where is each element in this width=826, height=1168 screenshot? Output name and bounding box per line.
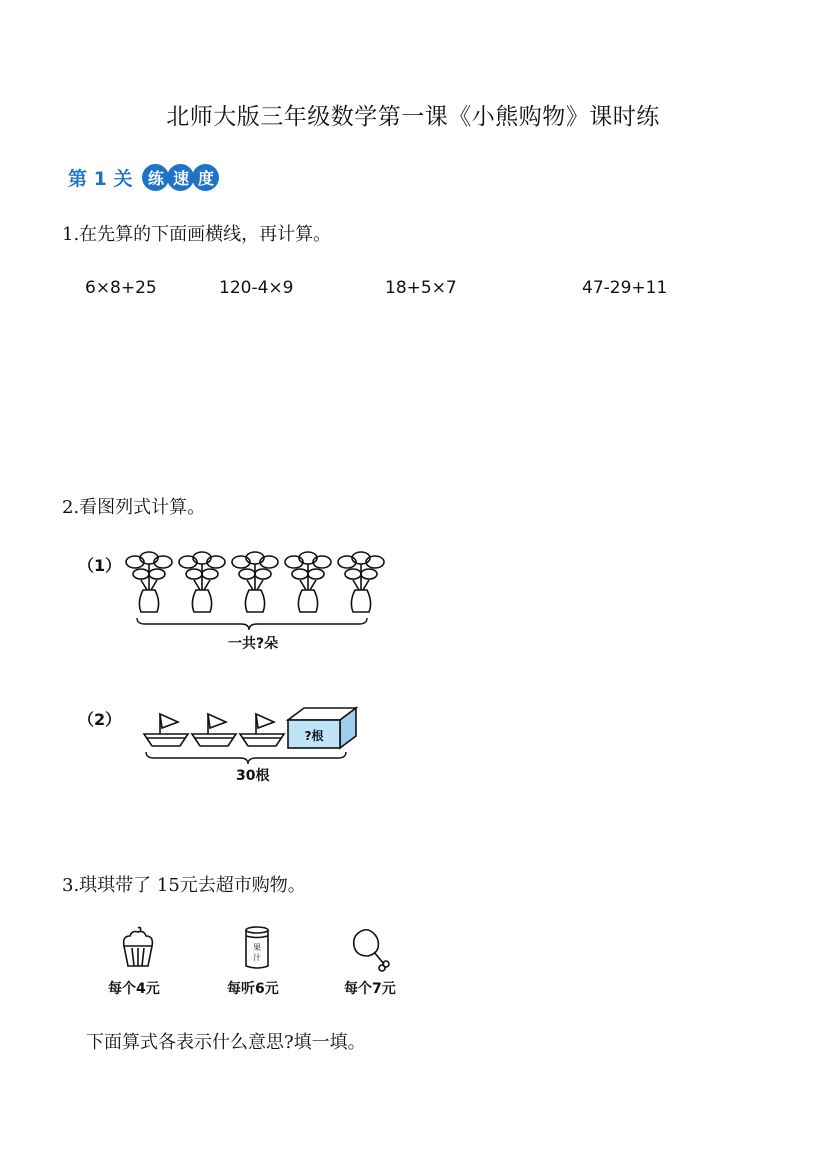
brace [146,752,346,764]
badge-degree: 度 [192,164,219,191]
badge-practice: 练 [142,164,169,191]
paper-boat-icon [144,714,188,746]
level-header [68,163,217,191]
paper-boat-icon [192,714,236,746]
page-title: 北师大版三年级数学第一课《小熊购物》课时练 [166,104,660,130]
juice-can-icon [240,924,274,972]
question-3-instruction: 下面算式各表示什么意思?填一填。 [86,1032,366,1053]
question-1-prompt: 1.在先算的下面画横线，再计算。 [62,224,332,245]
flower-vase-icon [338,552,384,612]
cupcake-icon [118,924,158,972]
box-label: ?根 [304,729,324,743]
paper-boat-icon [240,714,284,746]
question-2-prompt: 2.看图列式计算。 [62,497,206,518]
level-label: 第 1 关 [68,167,133,190]
brace [137,618,367,630]
flower-vase-icon [179,552,225,612]
can-text-2: 汁 [253,953,261,962]
expression-1: 6×8+25 [85,278,157,298]
part-2-label: （2） [78,710,122,729]
expression-3: 18+5×7 [385,278,457,298]
part-2-caption: 30根 [236,768,270,784]
expression-2: 120-4×9 [219,278,294,298]
expression-4: 47-29+11 [582,278,668,298]
badge-speed: 速 [167,164,194,191]
flower-vase-icon [232,552,278,612]
can-text-1: 果 [253,943,261,952]
drumstick-icon [350,926,394,972]
drumstick-price: 每个7元 [344,981,396,997]
flower-vase-icon [126,552,172,612]
question-3-prompt: 3.琪琪带了 15元去超市购物。 [62,875,306,896]
boats-figure [140,700,365,770]
part-1-label: （1） [78,556,122,575]
flower-vase-icon [285,552,331,612]
part-1-caption: 一共?朵 [228,636,279,652]
juice-price: 每听6元 [227,981,279,997]
cupcake-price: 每个4元 [108,981,160,997]
